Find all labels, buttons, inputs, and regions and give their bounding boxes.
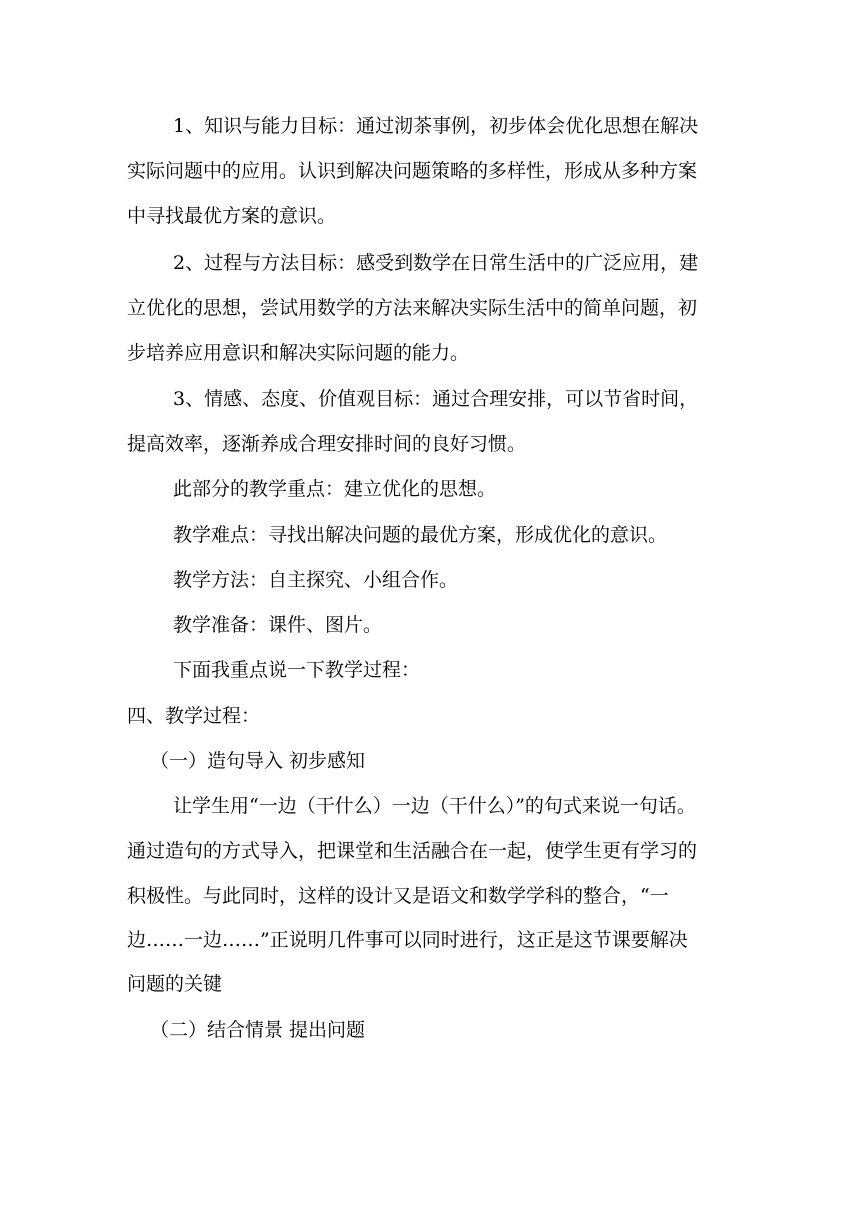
- objective-2-line-2: 立优化的思想，尝试用数学的方法来解决实际生活中的简单问题，初: [127, 297, 698, 319]
- paragraph-1-line-1: 让学生用“一边（干什么）一边（干什么）”的句式来说一句话。: [173, 795, 696, 817]
- objective-1-line-1: 1、知识与能力目标：通过沏茶事例，初步体会优化思想在解决: [173, 115, 699, 137]
- subheading-1: （一）造句导入 初步感知: [150, 750, 366, 772]
- objective-3-line-1: 3、情感、态度、价值观目标：通过合理安排，可以节省时间，: [173, 388, 699, 410]
- teaching-method: 教学方法：自主探究、小组合作。: [173, 569, 459, 591]
- paragraph-1-line-5: 问题的关键: [127, 973, 223, 995]
- teaching-difficulty: 教学难点：寻找出解决问题的最优方案，形成优化的意识。: [173, 524, 668, 546]
- paragraph-1-line-4: 边……一边……”正说明几件事可以同时进行，这正是这节课要解决: [127, 929, 688, 951]
- teaching-focus: 此部分的教学重点：建立优化的思想。: [173, 478, 497, 500]
- teaching-preparation: 教学准备：课件、图片。: [173, 614, 383, 636]
- paragraph-1-line-3: 积极性。与此同时，这样的设计又是语文和数学学科的整合，“一: [127, 885, 669, 907]
- subheading-2: （二）结合情景 提出问题: [150, 1019, 366, 1041]
- objective-2-line-1: 2、过程与方法目标：感受到数学在日常生活中的广泛应用，建: [173, 252, 699, 274]
- objective-2-line-3: 步培养应用意识和解决实际问题的能力。: [127, 342, 470, 364]
- objective-3-line-2: 提高效率，逐渐养成合理安排时间的良好习惯。: [127, 433, 527, 455]
- section-heading-teaching-process: 四、教学过程：: [127, 705, 261, 727]
- objective-1-line-2: 实际问题中的应用。认识到解决问题策略的多样性，形成从多种方案: [127, 160, 698, 182]
- process-intro: 下面我重点说一下教学过程：: [173, 659, 421, 681]
- objective-1-line-3: 中寻找最优方案的意识。: [127, 205, 337, 227]
- paragraph-1-line-2: 通过造句的方式导入，把课堂和生活融合在一起，使学生更有学习的: [127, 840, 698, 862]
